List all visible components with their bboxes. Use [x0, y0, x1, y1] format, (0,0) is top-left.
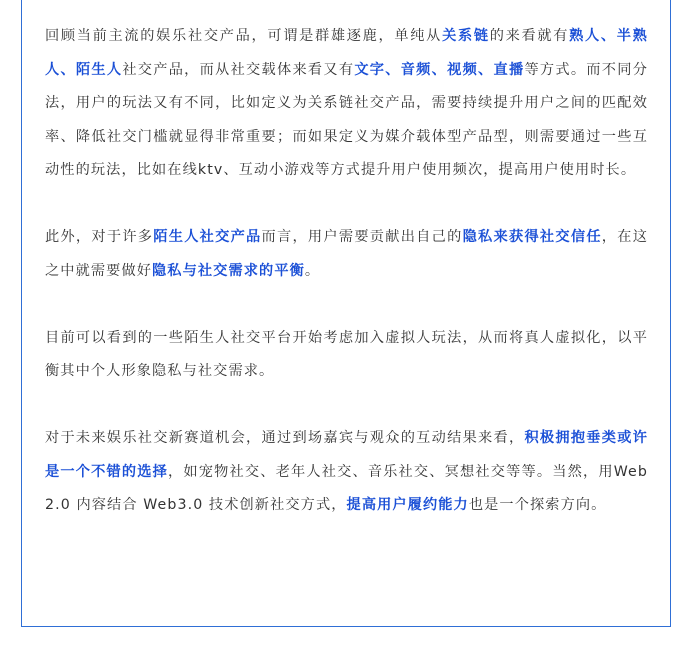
text-run: 回顾当前主流的娱乐社交产品，可谓是群雄逐鹿，单纯从: [45, 28, 443, 44]
text-run: 也是一个探索方向。: [468, 497, 607, 513]
highlight-text: 提高用户履约能力: [346, 497, 469, 513]
paragraph-3: [45, 322, 648, 389]
text-run: 此外，对于许多: [45, 229, 154, 245]
text-run: ，如宠物社交、老年人社交、音乐社交、冥想社交等等。当然，用Web 2.0 内容结合 Web3.0 技术创新社交方式，: [45, 463, 648, 513]
text-run: ，在这之中就需要做好: [45, 229, 648, 279]
highlight-text: 熟人、半熟人、陌生人: [45, 28, 648, 78]
paragraph-1: [45, 20, 648, 188]
highlight-text: 积极拥抱垂类或许是一个不错的选择: [45, 430, 648, 480]
text-run: 。: [304, 262, 321, 279]
text-run: 对于未来娱乐社交新赛道机会，通过到场嘉宾与观众的互动结果来看，: [45, 430, 525, 446]
highlight-text: 陌生人社交产品: [153, 229, 262, 245]
highlight-text: 文字、音频、视频、直播: [354, 61, 525, 78]
text-run: 的来看就有: [489, 28, 570, 44]
paragraph-2: [45, 221, 648, 288]
text-run: 目前可以看到的一些陌生人社交平台开始考虑加入虚拟人玩法，从而将真人虚拟化，以平衡其中个人形象隐私与社交需求。: [45, 329, 648, 379]
highlight-text: 隐私与社交需求的平衡: [152, 262, 305, 279]
text-run: 而言，用户需要贡献出自己的: [261, 229, 463, 245]
article-body: [45, 20, 648, 523]
text-run: 等方式。而不同分法，用户的玩法又有不同，比如定义为关系链社交产品，需要持续提升用户之间的匹配效率、降低社交门槛就显得非常重要；而如果定义为媒介载体型产品型，则需要通过一些互动性的玩法，比如在线ktv、互动小游戏等方式提升用户使用频次，提高用户使用时长。: [45, 61, 648, 178]
highlight-text: 关系链: [442, 28, 490, 44]
paragraph-4: [45, 422, 648, 523]
text-run: 社交产品，而从社交载体来看又有: [122, 61, 355, 78]
highlight-text: 隐私来获得社交信任: [462, 229, 602, 245]
